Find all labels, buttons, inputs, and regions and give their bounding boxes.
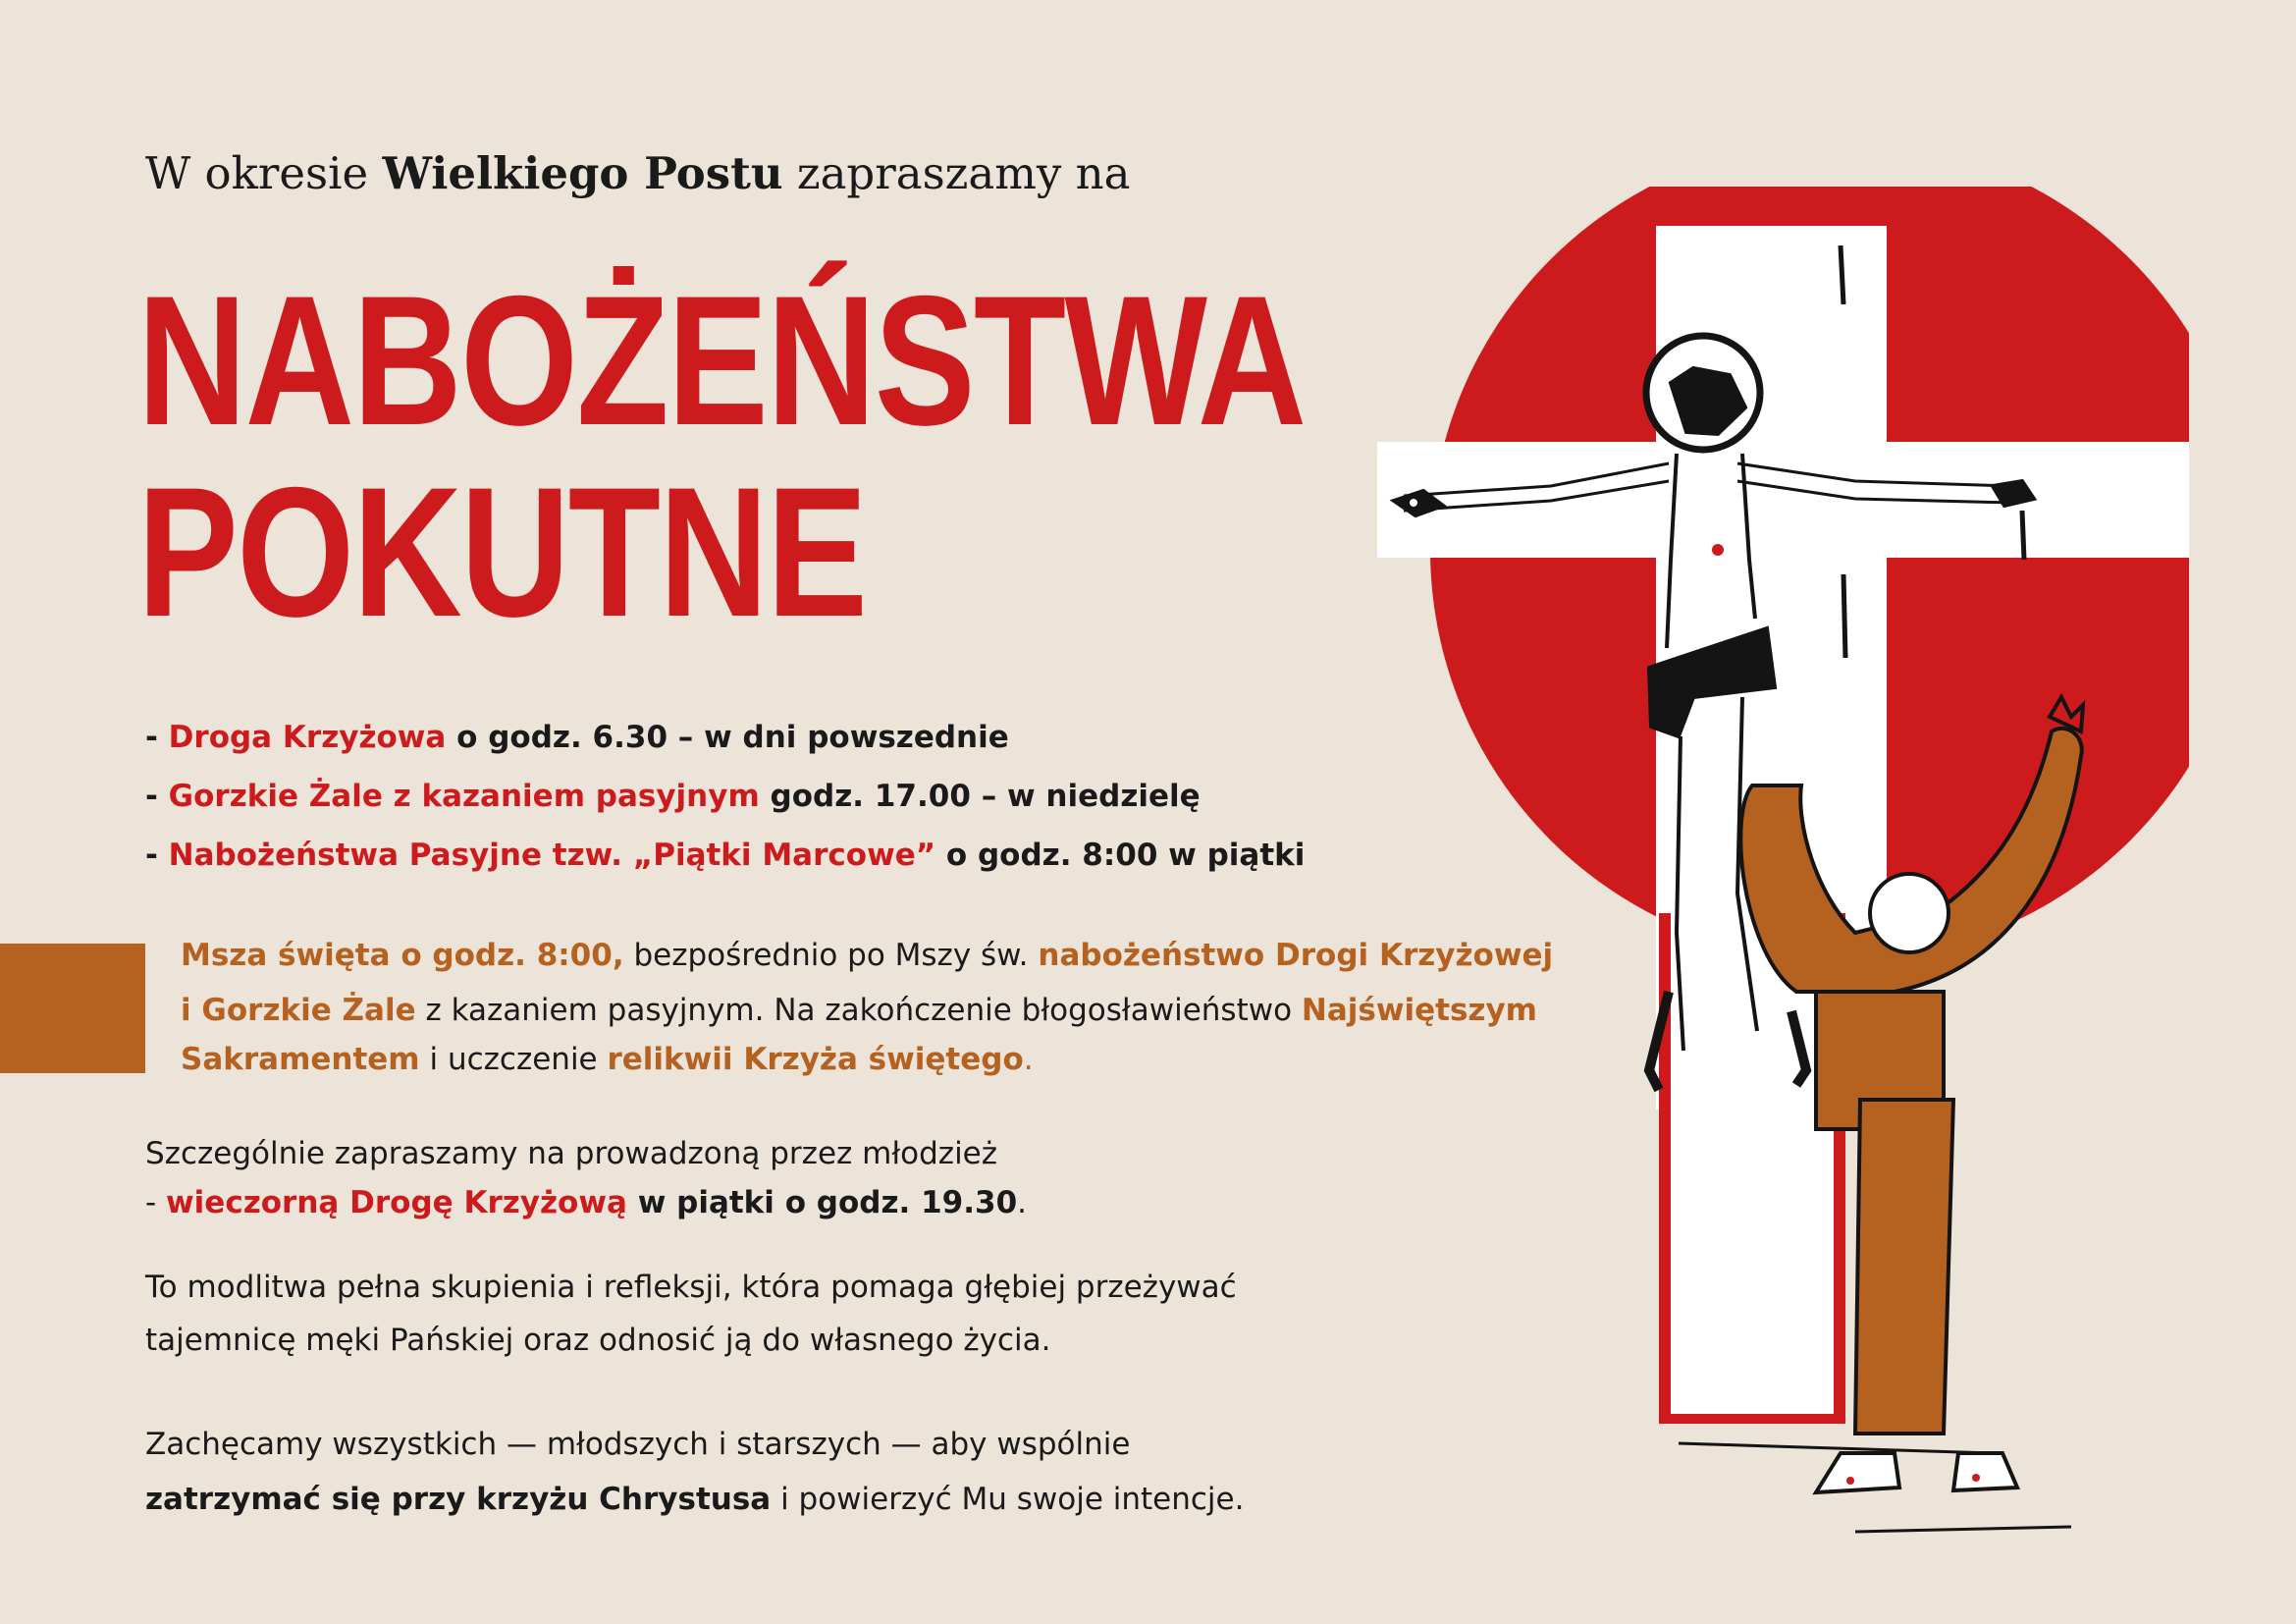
foot-dot <box>1972 1474 1980 1482</box>
page-title <box>137 257 1306 655</box>
intro-line: W okresie Wielkiego Postu zapraszamy na <box>145 147 1131 199</box>
schedule-item: - Gorzkie Żale z kazaniem pasyjnym godz. 17.00 – w niedzielę <box>145 779 1201 814</box>
title-line-2: POKUTNE <box>137 449 867 655</box>
youth-event: - wieczorną Drogę Krzyżową w piątki o godz. 19.30. <box>145 1185 1028 1220</box>
schedule-item: - Nabożeństwa Pasyjne tzw. „Piątki Marcowe” o godz. 8:00 w piątki <box>145 838 1306 873</box>
wound-dot <box>1712 544 1724 556</box>
reflection-line: tajemnicę męki Pańskiej oraz odnosić ją do własnego życia. <box>145 1323 1051 1358</box>
crucifix-illustration <box>1306 187 2189 1561</box>
closing-line: zatrzymać się przy krzyżu Chrystusa i powierzyć Mu swoje intencje. <box>145 1482 1245 1517</box>
foot-dot <box>1846 1477 1854 1485</box>
cross-arm <box>1377 442 2189 558</box>
schedule-item: - Droga Krzyżowa o godz. 6.30 – w dni powszednie <box>145 720 1009 755</box>
friday-block-line: i Gorzkie Żale z kazaniem pasyjnym. Na zakończenie błogosławieństwo Najświętszym <box>181 993 1537 1028</box>
closing-line: Zachęcamy wszystkich — młodszych i starszych — aby wspólnie <box>145 1427 1131 1462</box>
friday-block-line: Sakramentem i uczczenie relikwii Krzyża świętego. <box>181 1042 1034 1077</box>
intro-bold: Wielkiego Postu <box>382 147 783 199</box>
hand-dot <box>1410 499 1417 507</box>
youth-invite: Szczególnie zapraszamy na prowadzoną przez młodzież <box>145 1136 998 1171</box>
title-line-1: NABOŻEŃSTWA <box>137 257 1306 463</box>
friday-block-line: Msza święta o godz. 8:00, bezpośrednio po Mszy św. nabożeństwo Drogi Krzyżowej <box>181 938 1554 973</box>
reflection-line: To modlitwa pełna skupienia i refleksji, która pomaga głębiej przeżywać <box>145 1270 1237 1305</box>
decorative-square <box>0 944 145 1073</box>
